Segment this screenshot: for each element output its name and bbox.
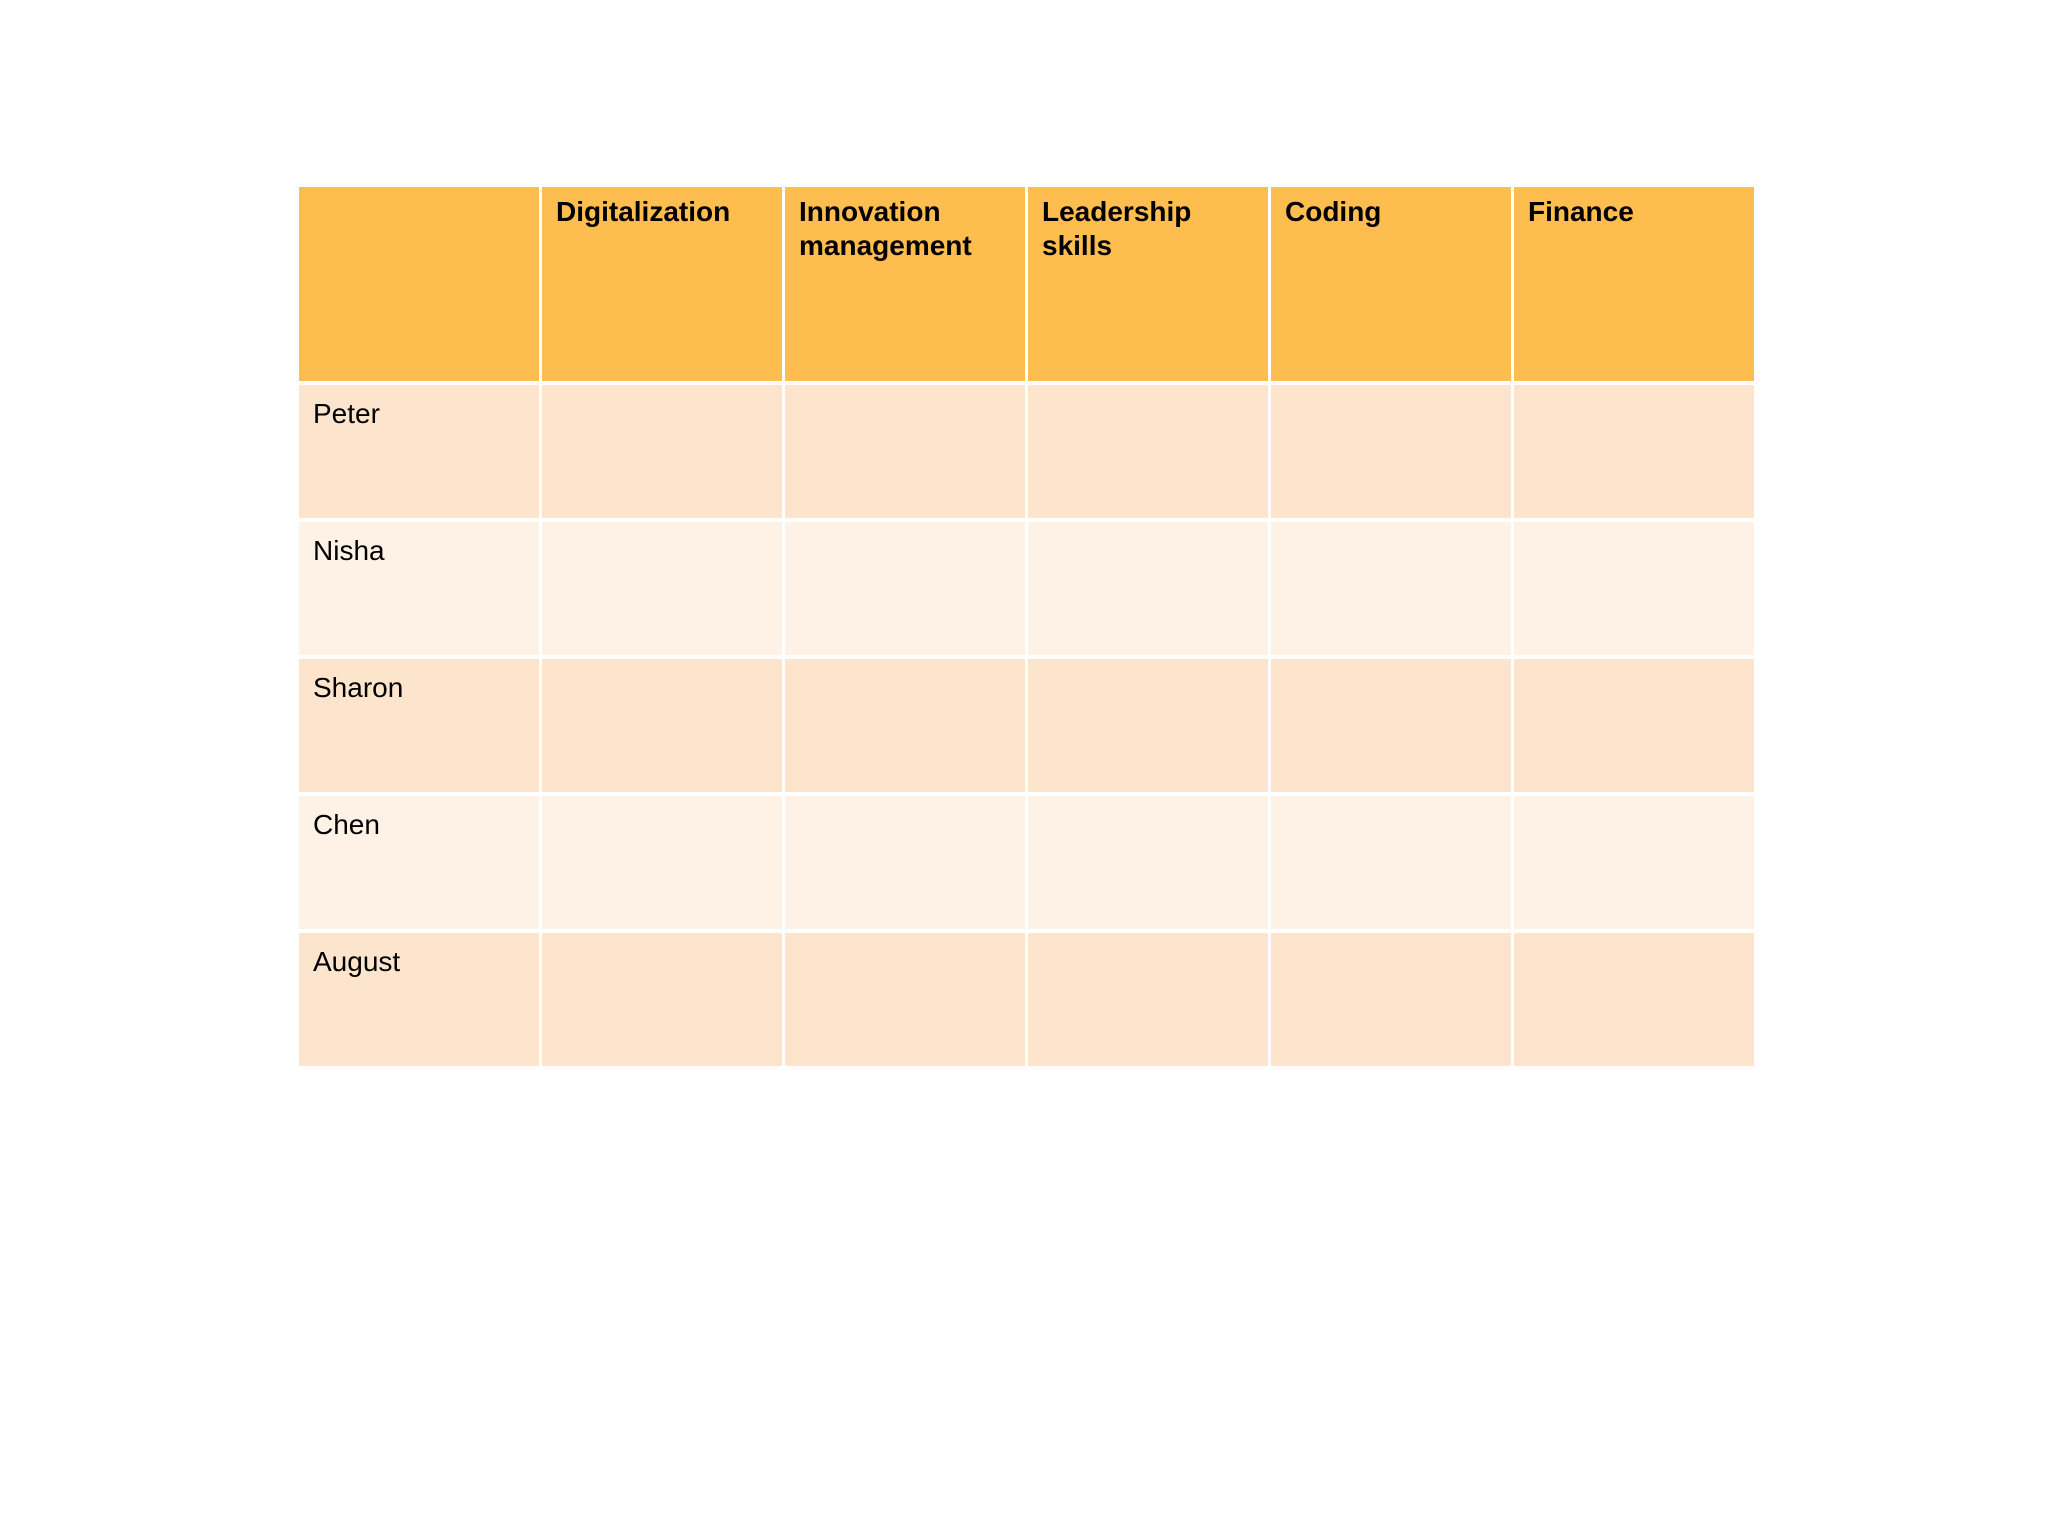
table-cell bbox=[1028, 796, 1268, 929]
header-cell-coding: Coding bbox=[1271, 187, 1511, 381]
table-cell bbox=[1028, 659, 1268, 792]
table-cell bbox=[1028, 933, 1268, 1066]
row-name-cell: Peter bbox=[299, 385, 539, 518]
skills-matrix-table bbox=[296, 183, 1757, 1070]
table-cell bbox=[542, 522, 782, 655]
table-cell bbox=[542, 659, 782, 792]
header-cell-leadership-skills: Leadership skills bbox=[1028, 187, 1268, 381]
table-row bbox=[299, 933, 1754, 1066]
table-row bbox=[299, 796, 1754, 929]
table-cell bbox=[785, 522, 1025, 655]
table-cell bbox=[1271, 522, 1511, 655]
row-name-cell: Sharon bbox=[299, 659, 539, 792]
table-cell bbox=[785, 659, 1025, 792]
table-cell bbox=[1271, 796, 1511, 929]
table-row bbox=[299, 659, 1754, 792]
table-row bbox=[299, 385, 1754, 518]
table-cell bbox=[1514, 659, 1754, 792]
table-cell bbox=[785, 796, 1025, 929]
table-cell bbox=[1514, 933, 1754, 1066]
table-cell bbox=[785, 385, 1025, 518]
table-cell bbox=[542, 385, 782, 518]
table-cell bbox=[1028, 385, 1268, 518]
table-cell bbox=[1028, 522, 1268, 655]
row-name-cell: Nisha bbox=[299, 522, 539, 655]
table-cell bbox=[1271, 385, 1511, 518]
table-cell bbox=[1514, 522, 1754, 655]
table-cell bbox=[1271, 933, 1511, 1066]
header-cell-finance: Finance bbox=[1514, 187, 1754, 381]
table-cell bbox=[1514, 796, 1754, 929]
header-cell-digitalization: Digitalization bbox=[542, 187, 782, 381]
header-row bbox=[299, 187, 1754, 381]
row-name-cell: August bbox=[299, 933, 539, 1066]
header-cell-innovation-management: Innovation management bbox=[785, 187, 1025, 381]
row-name-cell: Chen bbox=[299, 796, 539, 929]
table-cell bbox=[542, 933, 782, 1066]
header-corner-cell bbox=[299, 187, 539, 381]
table-row bbox=[299, 522, 1754, 655]
table-cell bbox=[1271, 659, 1511, 792]
table-cell bbox=[542, 796, 782, 929]
table-cell bbox=[785, 933, 1025, 1066]
table-cell bbox=[1514, 385, 1754, 518]
